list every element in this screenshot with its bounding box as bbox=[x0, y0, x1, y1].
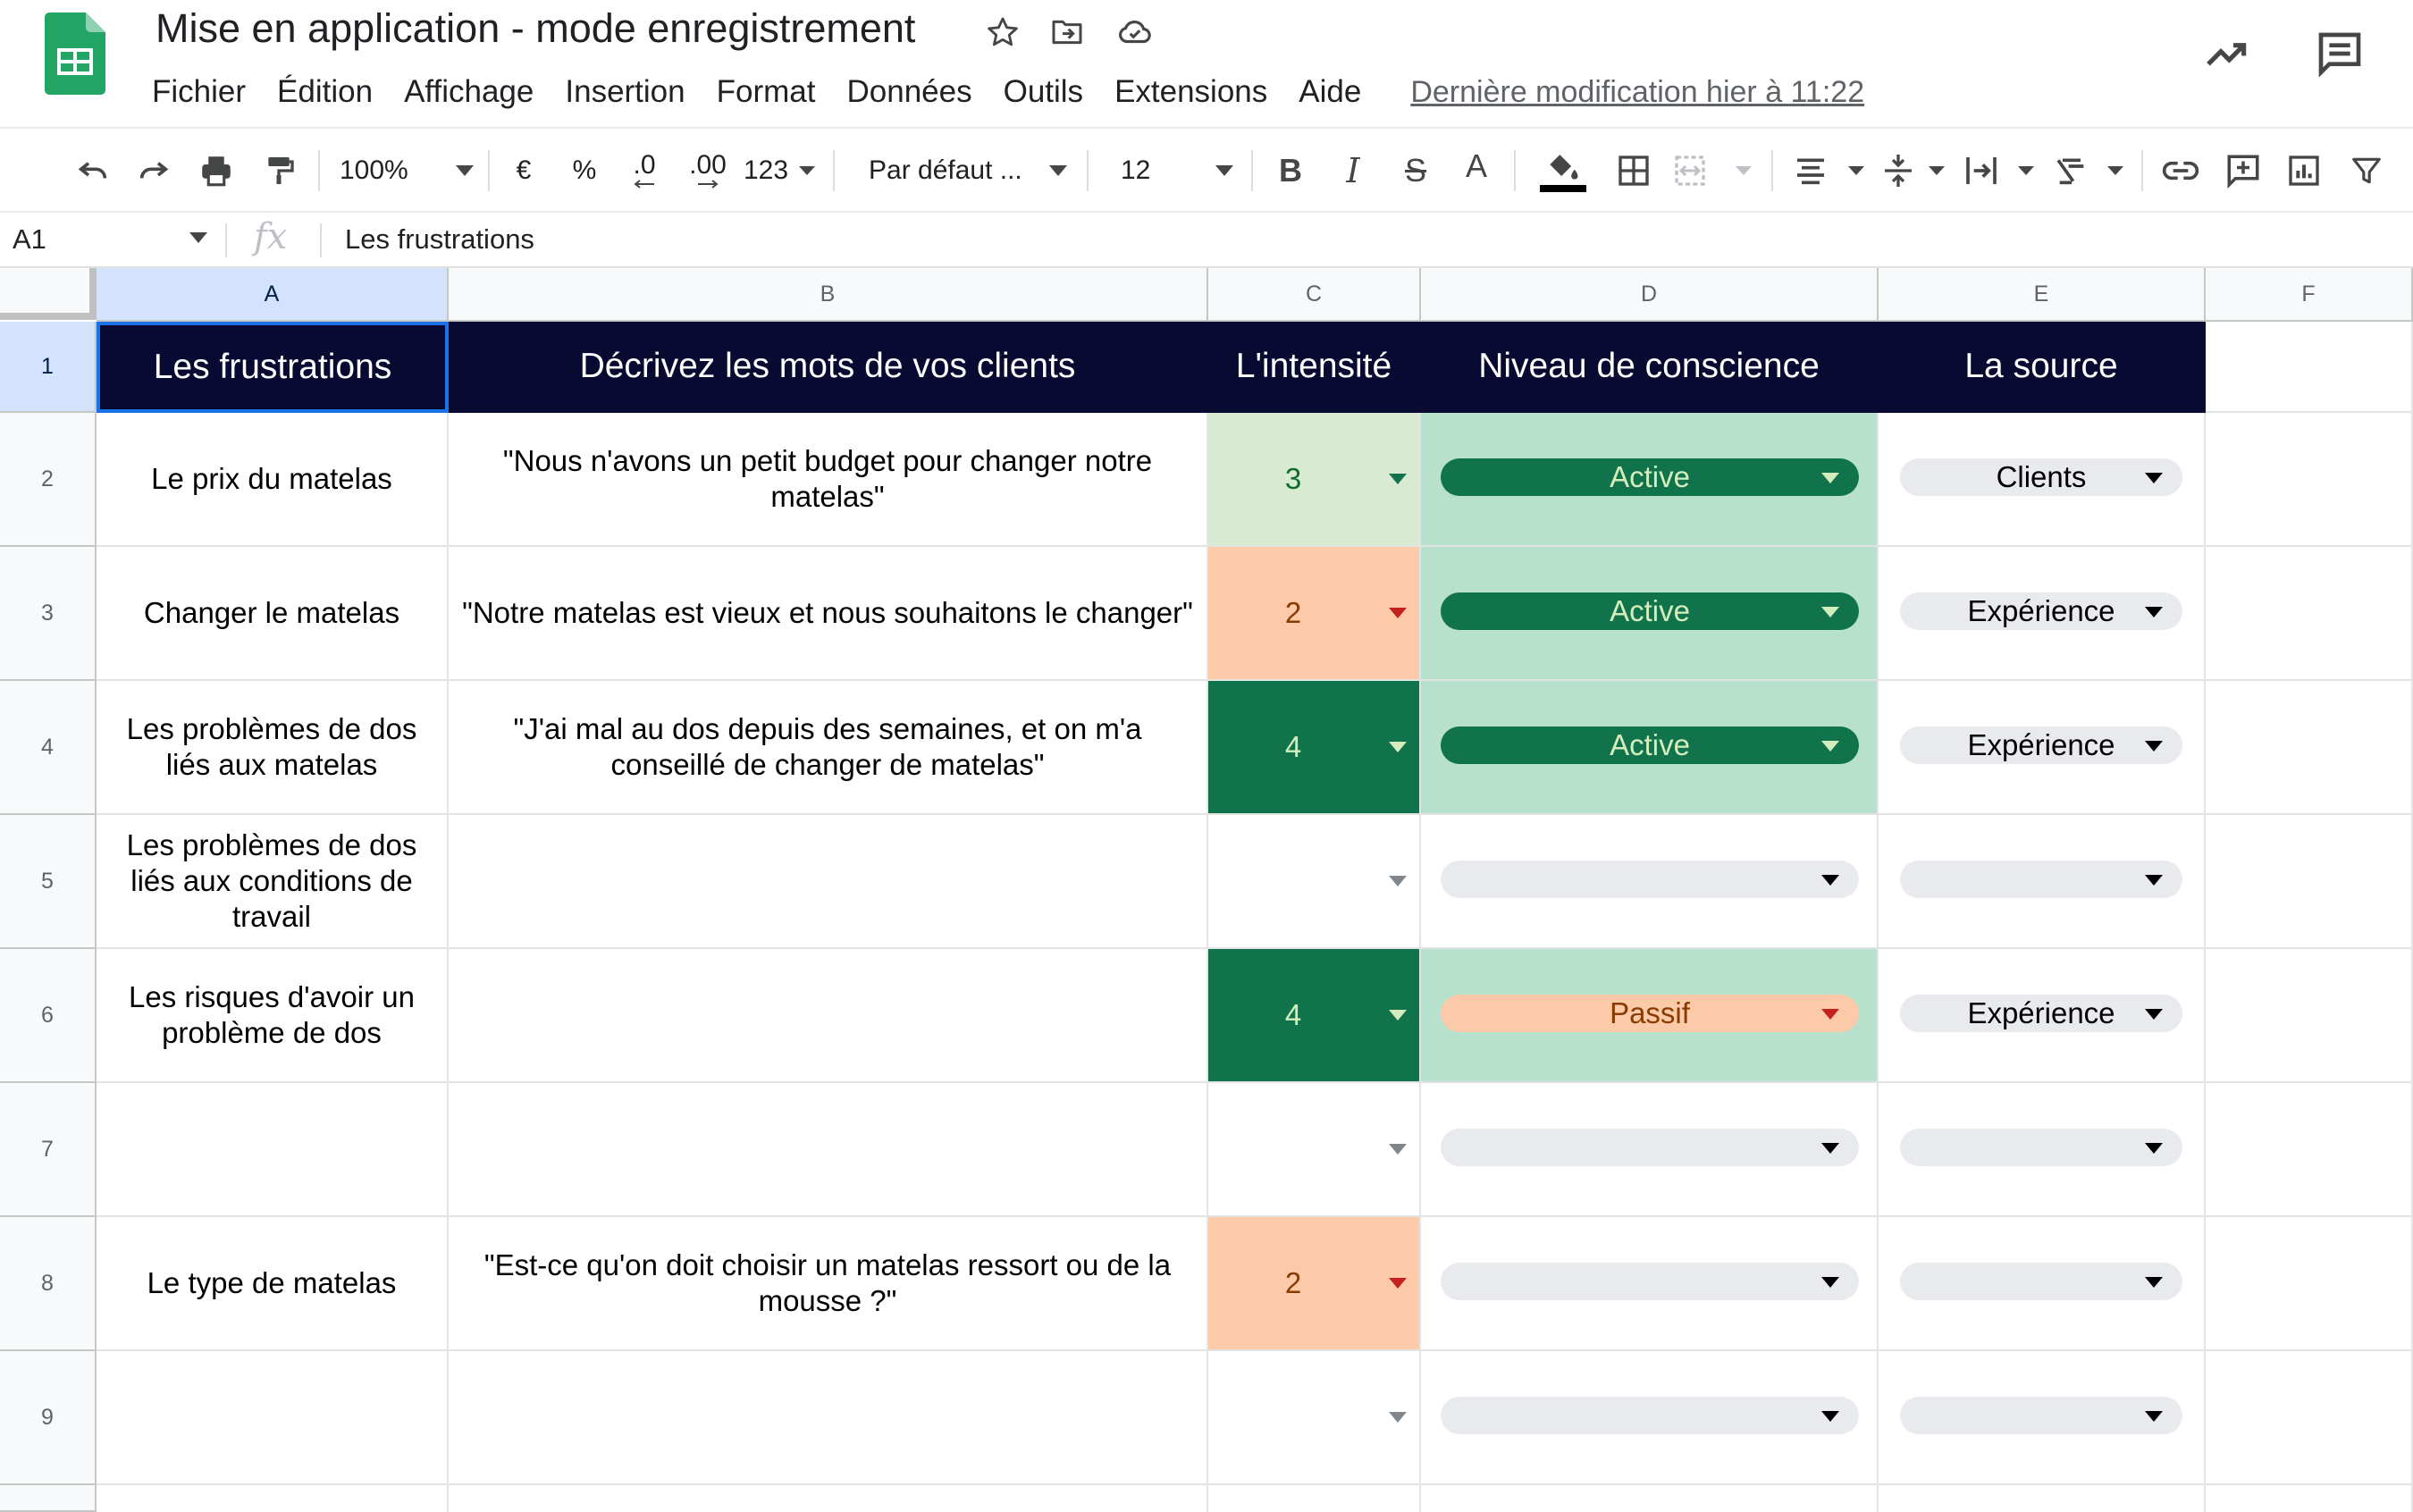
chevron-down-icon bbox=[2018, 166, 2034, 175]
row-header-6[interactable]: 6 bbox=[0, 949, 97, 1083]
chevron-down-icon bbox=[799, 166, 815, 175]
intensity-value: 2 bbox=[1284, 596, 1302, 629]
cell-f[interactable] bbox=[2206, 547, 2413, 681]
source-cell[interactable] bbox=[1879, 547, 2206, 681]
borders-icon[interactable] bbox=[1609, 129, 1659, 213]
chevron-down-icon bbox=[1215, 165, 1233, 176]
intensity-dropdown[interactable] bbox=[1208, 1351, 1421, 1485]
cell-words[interactable]: "Nous n'avons un petit budget pour changer notre matelas" bbox=[449, 413, 1208, 547]
awareness-chip[interactable] bbox=[1441, 1263, 1859, 1300]
formula-separator bbox=[225, 223, 227, 257]
redo-icon[interactable] bbox=[129, 129, 179, 213]
fill-color-icon[interactable] bbox=[1535, 129, 1591, 213]
chevron-down-icon bbox=[1049, 165, 1067, 176]
chevron-down-icon bbox=[1821, 1009, 1839, 1020]
cell-frustration[interactable]: Les problèmes de dos liés aux matelas bbox=[97, 681, 449, 815]
toolbar-separator bbox=[1251, 150, 1253, 191]
toolbar-separator bbox=[2141, 150, 2143, 191]
decrease-decimal-label: .0 bbox=[633, 150, 656, 180]
row-header-5[interactable]: 5 bbox=[0, 815, 97, 949]
font-select[interactable] bbox=[869, 129, 1067, 213]
formula-input[interactable]: Les frustrations bbox=[345, 223, 534, 255]
chevron-down-icon bbox=[1389, 1010, 1407, 1021]
source-cell[interactable] bbox=[1879, 815, 2206, 949]
header-cell-source[interactable]: La source bbox=[1879, 322, 2206, 413]
chevron-down-icon bbox=[2145, 875, 2163, 886]
row-header-10[interactable] bbox=[0, 1485, 97, 1512]
chevron-down-icon bbox=[2145, 607, 2163, 617]
strikethrough-button[interactable]: S bbox=[1404, 152, 1426, 189]
source-chip-label: Expérience bbox=[1967, 728, 2115, 761]
paint-format-icon[interactable] bbox=[254, 129, 304, 213]
source-chip[interactable] bbox=[1900, 592, 2182, 630]
chevron-down-icon bbox=[1821, 1277, 1839, 1288]
awareness-chip[interactable] bbox=[1441, 1397, 1859, 1434]
cell-f[interactable] bbox=[2206, 681, 2413, 815]
column-header-d[interactable]: D bbox=[1421, 268, 1879, 322]
awareness-cell[interactable] bbox=[1421, 681, 1879, 815]
header-cell-words[interactable]: Décrivez les mots de vos clients bbox=[449, 322, 1208, 413]
comment-icon[interactable] bbox=[2311, 25, 2368, 82]
star-icon[interactable] bbox=[983, 13, 1022, 52]
awareness-cell[interactable] bbox=[1421, 949, 1879, 1083]
cell-f[interactable] bbox=[2206, 1217, 2413, 1351]
header-cell-awareness[interactable]: Niveau de conscience bbox=[1421, 322, 1879, 413]
cell-frustration[interactable]: Le prix du matelas bbox=[97, 413, 449, 547]
font-value: Par défaut ... bbox=[869, 155, 1022, 185]
chevron-down-icon bbox=[1389, 1278, 1407, 1289]
print-icon[interactable] bbox=[191, 129, 241, 213]
chevron-down-icon bbox=[1821, 875, 1839, 886]
align-icon[interactable] bbox=[1793, 129, 1864, 213]
source-cell[interactable] bbox=[1879, 1351, 2206, 1485]
formula-bar bbox=[0, 213, 2413, 268]
more-formats-button[interactable] bbox=[744, 129, 815, 213]
menu-view[interactable]: Affichage bbox=[404, 74, 534, 109]
cell-c10[interactable] bbox=[1208, 1485, 1421, 1512]
toolbar bbox=[0, 127, 2413, 213]
source-chip[interactable] bbox=[1900, 727, 2182, 764]
source-cell[interactable] bbox=[1879, 413, 2206, 547]
awareness-chip[interactable] bbox=[1441, 861, 1859, 898]
cell-e10[interactable] bbox=[1879, 1485, 2206, 1512]
awareness-chip[interactable] bbox=[1441, 995, 1859, 1032]
toolbar-separator bbox=[318, 150, 320, 191]
arrow-right-icon bbox=[696, 179, 719, 189]
menu-bar bbox=[152, 70, 1864, 114]
row-header-3[interactable]: 3 bbox=[0, 547, 97, 681]
menu-edit[interactable]: Édition bbox=[277, 74, 374, 109]
column-header-a[interactable]: A bbox=[97, 268, 449, 322]
header-cell-intensity[interactable]: L'intensité bbox=[1208, 322, 1421, 413]
percent-button[interactable]: % bbox=[572, 155, 597, 185]
cell-frustration[interactable]: Changer le matelas bbox=[97, 547, 449, 681]
cell-f[interactable] bbox=[2206, 949, 2413, 1083]
awareness-chip[interactable] bbox=[1441, 592, 1859, 630]
column-header-b[interactable]: B bbox=[449, 268, 1208, 322]
awareness-chip-label: Passif bbox=[1610, 996, 1690, 1029]
awareness-chip-label: Active bbox=[1610, 728, 1690, 761]
intensity-dropdown[interactable] bbox=[1208, 1083, 1421, 1217]
intensity-dropdown[interactable] bbox=[1208, 1217, 1421, 1351]
awareness-cell[interactable] bbox=[1421, 1217, 1879, 1351]
zoom-value: 100% bbox=[340, 155, 408, 185]
awareness-cell[interactable] bbox=[1421, 815, 1879, 949]
source-chip[interactable] bbox=[1900, 1397, 2182, 1434]
menu-file[interactable]: Fichier bbox=[152, 74, 247, 109]
intensity-dropdown[interactable] bbox=[1208, 681, 1421, 815]
toolbar-separator bbox=[1514, 150, 1516, 191]
cell-f[interactable] bbox=[2206, 413, 2413, 547]
awareness-cell[interactable] bbox=[1421, 547, 1879, 681]
chevron-down-icon bbox=[2145, 1009, 2163, 1020]
menu-help[interactable]: Aide bbox=[1299, 74, 1362, 109]
filter-icon[interactable] bbox=[2342, 129, 2392, 213]
toolbar-separator bbox=[1087, 150, 1089, 191]
decrease-decimal-button[interactable] bbox=[622, 129, 667, 213]
row-header-2[interactable]: 2 bbox=[0, 413, 97, 547]
zoom-select[interactable] bbox=[340, 129, 474, 213]
source-chip[interactable] bbox=[1900, 1263, 2182, 1300]
cell-frustration[interactable]: Le type de matelas bbox=[97, 1217, 449, 1351]
chevron-down-icon bbox=[1848, 166, 1864, 175]
cell-words[interactable]: "Notre matelas est vieux et nous souhaitons le changer" bbox=[449, 547, 1208, 681]
freeze-handle-horizontal[interactable] bbox=[0, 313, 97, 320]
toolbar-separator bbox=[488, 150, 490, 191]
menu-insert[interactable]: Insertion bbox=[565, 74, 685, 109]
awareness-chip[interactable] bbox=[1441, 1129, 1859, 1166]
cell-frustration[interactable] bbox=[97, 1351, 449, 1485]
cloud-icon[interactable] bbox=[1115, 13, 1155, 52]
text-color-button[interactable]: A bbox=[1465, 147, 1487, 184]
add-comment-icon[interactable] bbox=[2218, 129, 2268, 213]
row-header-9[interactable]: 9 bbox=[0, 1351, 97, 1485]
chevron-down-icon bbox=[1389, 876, 1407, 886]
arrow-left-icon bbox=[633, 179, 656, 189]
trend-icon[interactable] bbox=[2199, 25, 2256, 82]
cell-words[interactable] bbox=[449, 815, 1208, 949]
source-chip-label: Expérience bbox=[1967, 996, 2115, 1029]
source-cell[interactable] bbox=[1879, 1217, 2206, 1351]
row-header-7[interactable]: 7 bbox=[0, 1083, 97, 1217]
chevron-down-icon bbox=[1389, 1412, 1407, 1423]
cell-words[interactable]: "J'ai mal au dos depuis des semaines, et on m'a conseillé de changer de matelas" bbox=[449, 681, 1208, 815]
source-cell[interactable] bbox=[1879, 949, 2206, 1083]
increase-decimal-label: .00 bbox=[689, 150, 727, 180]
row-header-1[interactable]: 1 bbox=[0, 322, 97, 413]
chevron-down-icon bbox=[1389, 608, 1407, 618]
chevron-down-icon bbox=[1389, 474, 1407, 484]
move-folder-icon[interactable] bbox=[1047, 13, 1087, 52]
source-cell[interactable] bbox=[1879, 1083, 2206, 1217]
awareness-chip[interactable] bbox=[1441, 458, 1859, 496]
cell-f[interactable] bbox=[2206, 1083, 2413, 1217]
formula-separator bbox=[320, 223, 322, 257]
bold-button[interactable]: B bbox=[1279, 152, 1302, 189]
menu-extensions[interactable]: Extensions bbox=[1114, 74, 1268, 109]
source-chip[interactable] bbox=[1900, 995, 2182, 1032]
name-box[interactable]: A1 bbox=[13, 223, 46, 255]
cell-words[interactable]: "Est-ce qu'on doit choisir un matelas ressort ou de la mousse ?" bbox=[449, 1217, 1208, 1351]
source-chip[interactable] bbox=[1900, 861, 2182, 898]
cell-frustration[interactable]: Les problèmes de dos liés aux conditions de travail bbox=[97, 815, 449, 949]
chevron-down-icon bbox=[2145, 1277, 2163, 1288]
row-header-4[interactable]: 4 bbox=[0, 681, 97, 815]
link-icon[interactable] bbox=[2156, 129, 2206, 213]
cell-f[interactable] bbox=[2206, 815, 2413, 949]
cell-words[interactable] bbox=[449, 1083, 1208, 1217]
chevron-down-icon bbox=[1821, 607, 1839, 617]
awareness-chip-label: Active bbox=[1610, 594, 1690, 627]
menu-data[interactable]: Données bbox=[846, 74, 972, 109]
toolbar-separator bbox=[833, 150, 835, 191]
currency-button[interactable]: € bbox=[516, 155, 532, 185]
toolbar-separator bbox=[1771, 150, 1773, 191]
column-header-e[interactable]: E bbox=[1879, 268, 2206, 322]
menu-tools[interactable]: Outils bbox=[1003, 74, 1084, 109]
intensity-value: 4 bbox=[1284, 998, 1302, 1031]
source-chip-label: Expérience bbox=[1967, 594, 2115, 627]
chevron-down-icon bbox=[1821, 473, 1839, 483]
cell-f1[interactable] bbox=[2206, 322, 2413, 413]
intensity-value: 2 bbox=[1284, 1266, 1302, 1299]
chevron-down-icon bbox=[2145, 1411, 2163, 1422]
sheets-logo[interactable] bbox=[45, 13, 105, 95]
chevron-down-icon bbox=[1389, 742, 1407, 752]
intensity-dropdown[interactable] bbox=[1208, 815, 1421, 949]
source-chip[interactable] bbox=[1900, 1129, 2182, 1166]
intensity-dropdown[interactable] bbox=[1208, 413, 1421, 547]
merge-icon[interactable] bbox=[1671, 129, 1752, 213]
chevron-down-icon bbox=[1821, 1143, 1839, 1154]
last-edit-link[interactable]: Dernière modification hier à 11:22 bbox=[1410, 74, 1865, 109]
chevron-down-icon bbox=[1389, 1144, 1407, 1155]
awareness-chip[interactable] bbox=[1441, 727, 1859, 764]
cell-a10[interactable] bbox=[97, 1485, 449, 1512]
cell-d10[interactable] bbox=[1421, 1485, 1879, 1512]
chart-icon[interactable] bbox=[2279, 129, 2329, 213]
intensity-value: 4 bbox=[1284, 730, 1302, 763]
cell-words[interactable] bbox=[449, 949, 1208, 1083]
chevron-down-icon[interactable] bbox=[189, 232, 207, 243]
chevron-down-icon bbox=[456, 165, 474, 176]
chevron-down-icon bbox=[1821, 741, 1839, 752]
row-header-8[interactable]: 8 bbox=[0, 1217, 97, 1351]
chevron-down-icon bbox=[2107, 166, 2123, 175]
intensity-value: 3 bbox=[1284, 462, 1302, 495]
italic-button[interactable]: I bbox=[1346, 151, 1360, 190]
wrap-icon[interactable] bbox=[1963, 129, 2034, 213]
increase-decimal-button[interactable] bbox=[681, 129, 735, 213]
chevron-down-icon bbox=[1929, 166, 1945, 175]
cell-b10[interactable] bbox=[449, 1485, 1208, 1512]
source-chip[interactable] bbox=[1900, 458, 2182, 496]
rotate-icon[interactable] bbox=[2052, 129, 2123, 213]
header-cell-frustrations[interactable]: Les frustrations bbox=[97, 322, 449, 413]
intensity-dropdown[interactable] bbox=[1208, 949, 1421, 1083]
source-cell[interactable] bbox=[1879, 681, 2206, 815]
column-header-c[interactable]: C bbox=[1208, 268, 1421, 322]
chevron-down-icon bbox=[1736, 166, 1752, 175]
cell-words[interactable] bbox=[449, 1351, 1208, 1485]
awareness-cell[interactable] bbox=[1421, 1083, 1879, 1217]
cell-f[interactable] bbox=[2206, 1351, 2413, 1485]
intensity-dropdown[interactable] bbox=[1208, 547, 1421, 681]
source-chip-label: Clients bbox=[1996, 460, 2087, 493]
awareness-cell[interactable] bbox=[1421, 413, 1879, 547]
font-size-value: 12 bbox=[1121, 155, 1151, 185]
chevron-down-icon bbox=[1821, 1411, 1839, 1422]
awareness-cell[interactable] bbox=[1421, 1351, 1879, 1485]
menu-format[interactable]: Format bbox=[716, 74, 816, 109]
column-header-f[interactable]: F bbox=[2206, 268, 2413, 322]
title-bar bbox=[0, 0, 2413, 127]
cell-frustration[interactable] bbox=[97, 1083, 449, 1217]
valign-icon[interactable] bbox=[1882, 129, 1945, 213]
fx-icon: fx bbox=[254, 216, 288, 257]
undo-icon[interactable] bbox=[68, 129, 118, 213]
cell-f10[interactable] bbox=[2206, 1485, 2413, 1512]
fill-color-swatch bbox=[1540, 185, 1586, 192]
cell-frustration[interactable]: Les risques d'avoir un problème de dos bbox=[97, 949, 449, 1083]
font-size-select[interactable] bbox=[1121, 129, 1233, 213]
document-title[interactable]: Mise en application - mode enregistrement bbox=[156, 5, 916, 51]
chevron-down-icon bbox=[2145, 1143, 2163, 1154]
awareness-chip-label: Active bbox=[1610, 460, 1690, 493]
more-formats-label: 123 bbox=[744, 155, 789, 185]
chevron-down-icon bbox=[2145, 473, 2163, 483]
chevron-down-icon bbox=[2145, 741, 2163, 752]
